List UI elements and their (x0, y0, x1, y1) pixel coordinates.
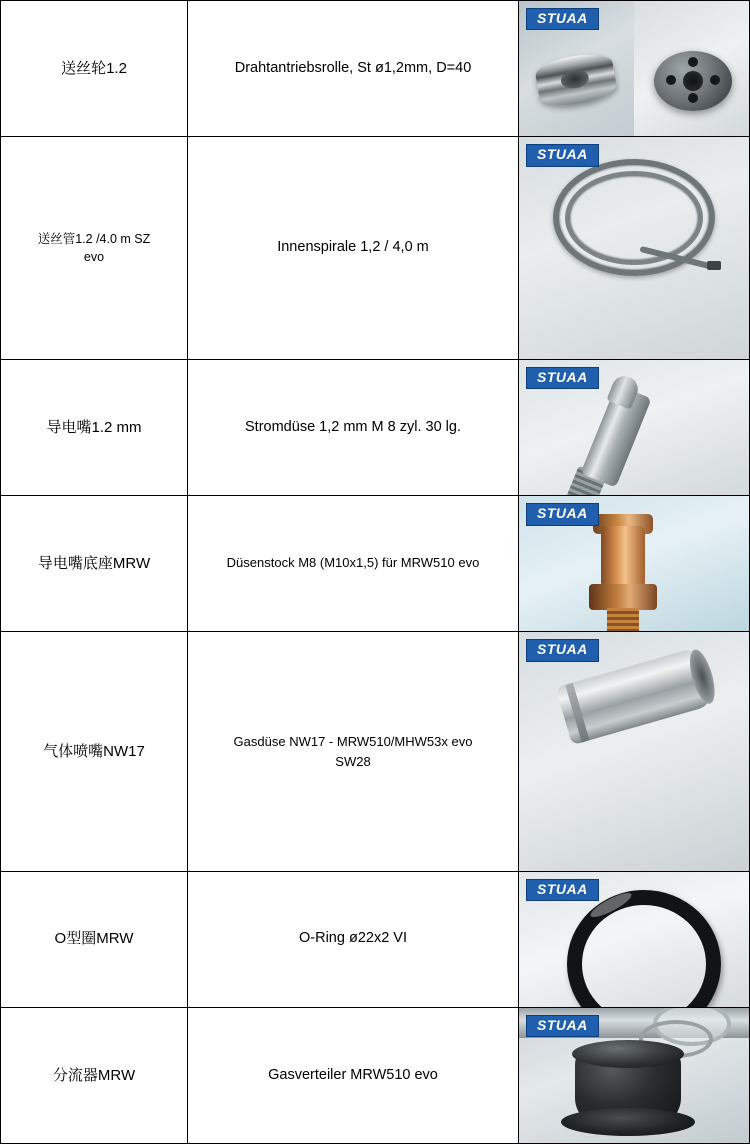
brand-logo: STUAA (526, 144, 599, 166)
table-row (1, 360, 750, 496)
chinese-name-text-line2: evo (83, 250, 105, 265)
german-description-text: Stromdüse 1,2 mm M 8 zyl. 30 lg. (245, 418, 461, 435)
roller-side-view (533, 50, 618, 111)
brand-logo: STUAA (526, 367, 599, 389)
distributor-top (572, 1040, 684, 1068)
tip-holder-photo (519, 496, 749, 631)
chinese-name-cell (1, 496, 188, 632)
o-ring-body (567, 890, 721, 1007)
chinese-name-cell (1, 871, 188, 1007)
gas-nozzle-collar (565, 683, 589, 743)
chinese-name-text: O型圈MRW (54, 930, 134, 948)
product-photo-cell (519, 1007, 750, 1143)
table-row (1, 1, 750, 137)
holder-flange (589, 584, 657, 610)
product-photo-cell (519, 360, 750, 496)
chinese-name-cell (1, 1007, 188, 1143)
german-description-text: Gasverteiler MRW510 evo (268, 1066, 438, 1083)
product-photo-cell (519, 871, 750, 1007)
product-photo-cell (519, 137, 750, 360)
chinese-name-cell (1, 137, 188, 360)
german-description-cell (188, 1007, 519, 1143)
product-photo-cell (519, 1, 750, 137)
german-description-cell (188, 496, 519, 632)
chinese-name-text: 送丝管1.2 /4.0 m SZ (37, 231, 151, 246)
table-row (1, 137, 750, 360)
chinese-name-text: 气体喷嘴NW17 (43, 742, 145, 760)
gas-distributor-body (575, 1050, 681, 1126)
chinese-name-cell (1, 1, 188, 137)
liner-spiral-photo (519, 137, 749, 359)
chinese-name-text: 导电嘴底座MRW (37, 554, 151, 572)
chinese-name-cell (1, 360, 188, 496)
german-description-cell (188, 137, 519, 360)
chinese-name-text: 导电嘴1.2 mm (46, 418, 142, 436)
roller-hole (710, 75, 720, 85)
german-description-text: Drahtantriebsrolle, St ø1,2mm, D=40 (234, 59, 472, 76)
brand-logo: STUAA (526, 1015, 599, 1037)
brand-logo: STUAA (526, 639, 599, 661)
roller-bore (683, 71, 703, 91)
chinese-name-text: 分流器MRW (52, 1066, 136, 1084)
table-row (1, 632, 750, 871)
table-row (1, 1007, 750, 1143)
german-description-cell (188, 871, 519, 1007)
german-description-cell (188, 360, 519, 496)
german-description-text: O-Ring ø22x2 VI (299, 930, 407, 947)
roller-hole (688, 93, 698, 103)
gas-nozzle-body (556, 647, 715, 745)
chinese-name-text: 送丝轮1.2 (61, 59, 127, 77)
gas-distributor-photo (519, 1008, 749, 1143)
german-description-text: Gasdüse NW17 - MRW510/MHW53x evo (233, 734, 473, 749)
contact-tip-photo (519, 360, 749, 495)
german-description-text-line2: SW28 (335, 753, 371, 769)
table-row (1, 871, 750, 1007)
gas-nozzle-photo (519, 632, 749, 870)
roller-hole (666, 75, 676, 85)
wire-feed-roller-photo (519, 1, 749, 136)
roller-face-view (654, 51, 732, 111)
roller-hole (688, 57, 698, 67)
brand-logo: STUAA (526, 8, 599, 30)
brand-logo: STUAA (526, 503, 599, 525)
spiral-end-fitting (707, 261, 721, 270)
product-photo-cell (519, 632, 750, 871)
german-description-text: Düsenstock M8 (M10x1,5) für MRW510 evo (226, 554, 480, 570)
o-ring-photo (519, 872, 749, 1007)
table-row (1, 496, 750, 632)
spiral-inner-loop (565, 171, 703, 265)
product-photo-cell (519, 496, 750, 632)
distributor-flange (561, 1108, 695, 1136)
german-description-cell (188, 632, 519, 871)
brand-logo: STUAA (526, 879, 599, 901)
german-description-text: Innenspirale 1,2 / 4,0 m (277, 239, 429, 256)
german-description-cell (188, 1, 519, 137)
holder-body (601, 526, 645, 588)
chinese-name-cell (1, 632, 188, 871)
holder-thread (607, 608, 639, 631)
photo-view-right (634, 1, 749, 136)
